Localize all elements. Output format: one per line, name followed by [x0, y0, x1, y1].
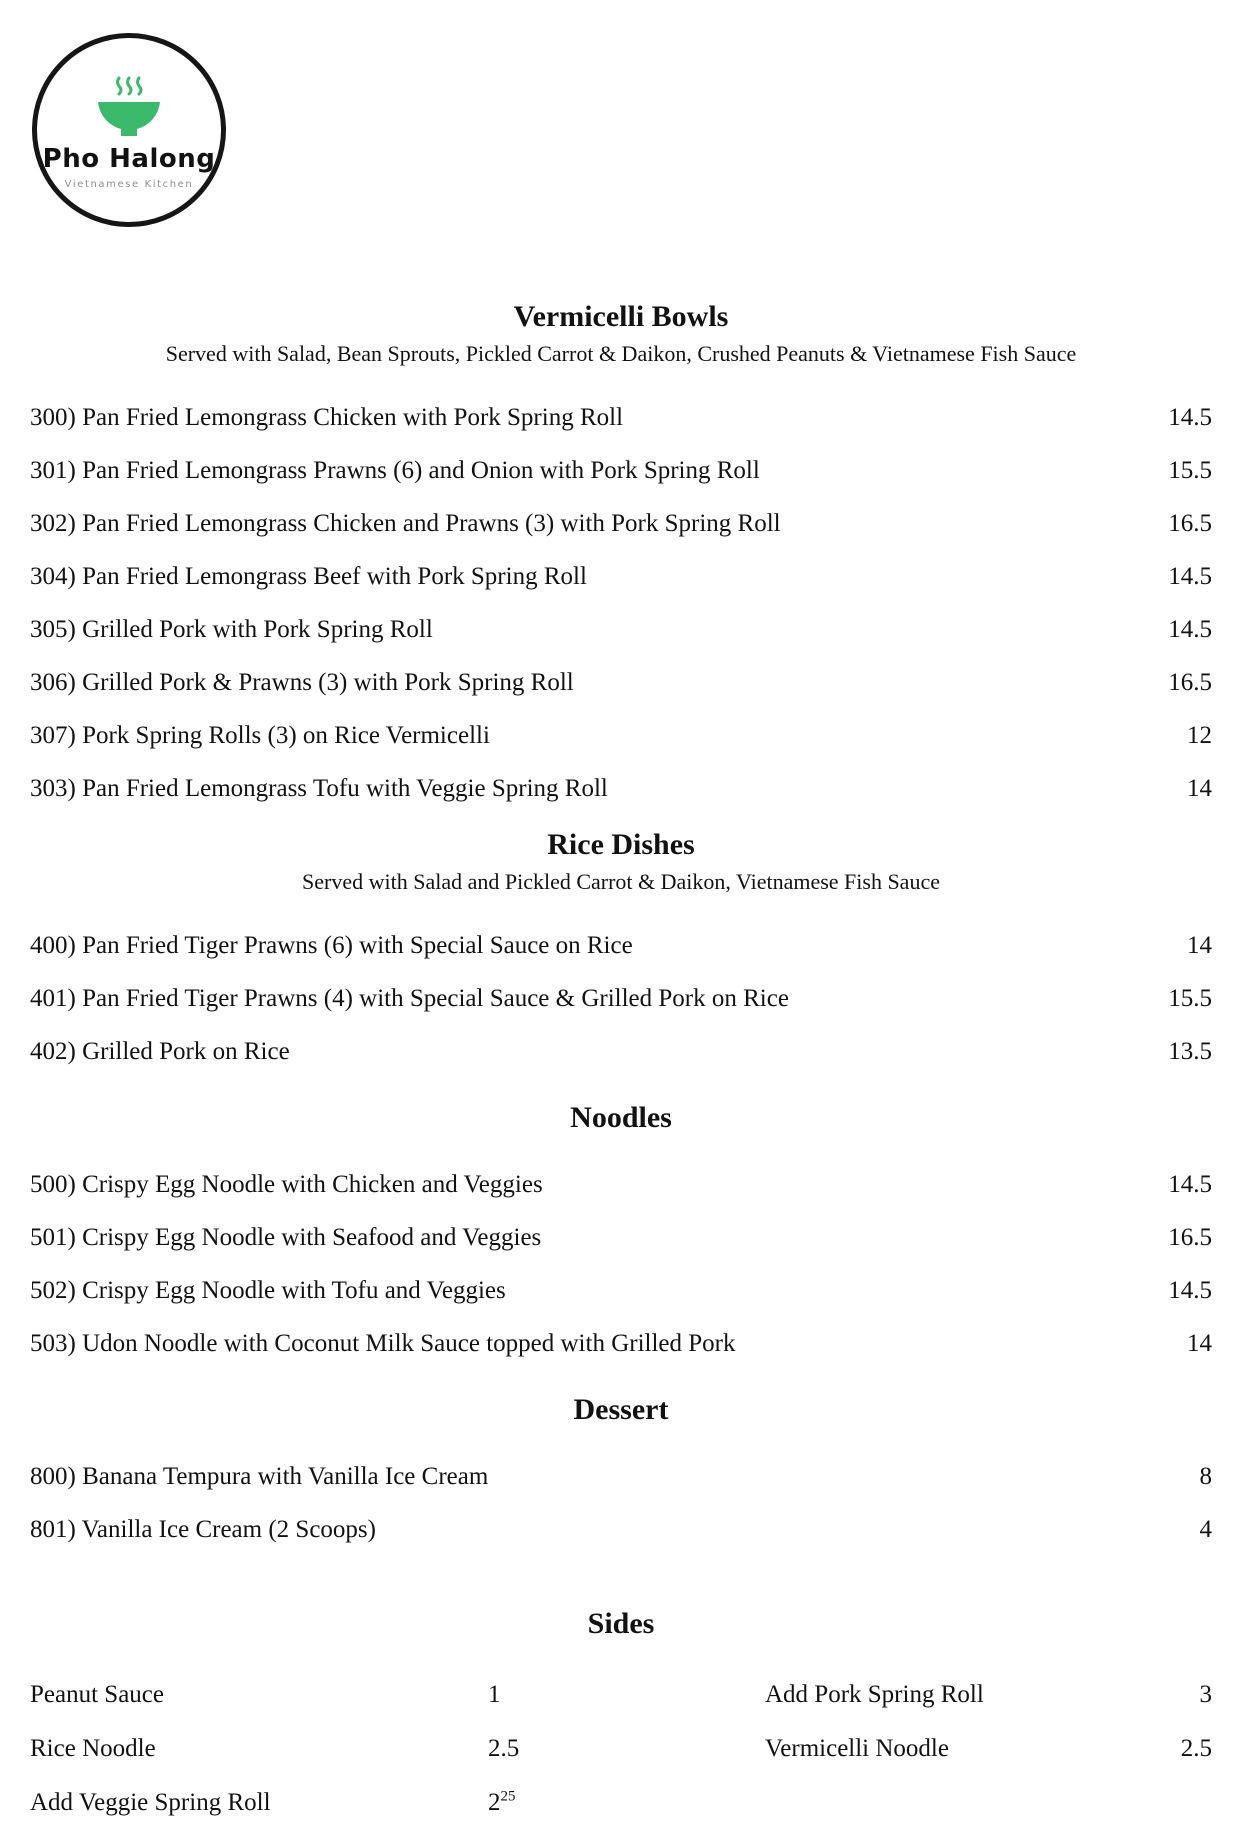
menu-item [30, 1317, 1212, 1370]
menu-item [30, 1776, 615, 1830]
menu-item [765, 1668, 1212, 1722]
menu-item [30, 1722, 615, 1776]
item-label: 305) Grilled Pork with Pork Spring Roll [30, 615, 433, 643]
price-value: 2 [488, 1789, 501, 1816]
menu-item [30, 919, 1212, 972]
menu-item [30, 1503, 1212, 1556]
item-price: 14 [1187, 931, 1212, 959]
menu-item [30, 762, 1212, 815]
sides-grid [30, 1668, 1212, 1830]
item-price: 14 [1187, 774, 1212, 802]
section-rice-dishes [30, 827, 1212, 1078]
item-label: 302) Pan Fried Lemongrass Chicken and Prawns (3) with Pork Spring Roll [30, 509, 781, 537]
section-noodles [30, 1100, 1212, 1370]
section-subtitle: Served with Salad, Bean Sprouts, Pickled Carrot & Daikon, Crushed Peanuts & Vietnamese Fish Sauce [165, 341, 1077, 366]
item-label: 400) Pan Fried Tiger Prawns (6) with Special Sauce on Rice [30, 931, 633, 959]
item-price: 14.5 [1168, 1276, 1212, 1304]
item-list [30, 1158, 1212, 1370]
item-label: 501) Crispy Egg Noodle with Seafood and Veggies [30, 1223, 542, 1251]
menu-item [30, 972, 1212, 1025]
item-price: 16.5 [1168, 668, 1212, 696]
item-label: 500) Crispy Egg Noodle with Chicken and Veggies [30, 1170, 543, 1198]
price-value: 2.5 [488, 1735, 520, 1762]
menu-item [30, 550, 1212, 603]
item-price: 14.5 [1168, 403, 1212, 431]
menu-item [30, 1450, 1212, 1503]
menu-item [30, 497, 1212, 550]
price-superscript: 25 [500, 1788, 516, 1805]
menu-item [30, 603, 1212, 656]
item-price: 4 [1199, 1515, 1212, 1543]
item-price: 16.5 [1168, 1223, 1212, 1251]
item-price [488, 1735, 615, 1763]
section-title: Sides [587, 1607, 655, 1640]
item-label: 303) Pan Fried Lemongrass Tofu with Veggie Spring Roll [30, 774, 608, 802]
item-price: 13.5 [1168, 1037, 1212, 1065]
item-label: 300) Pan Fried Lemongrass Chicken with Pork Spring Roll [30, 403, 624, 431]
section-sides [30, 1606, 1212, 1830]
item-price: 15.5 [1168, 456, 1212, 484]
menu-item [30, 1264, 1212, 1317]
menu-item [30, 391, 1212, 444]
item-price: 2.5 [1180, 1735, 1212, 1762]
item-label: 304) Pan Fried Lemongrass Beef with Pork Spring Roll [30, 562, 587, 590]
item-price: 14.5 [1168, 562, 1212, 590]
item-label: 502) Crispy Egg Noodle with Tofu and Veggies [30, 1276, 506, 1304]
item-label: 301) Pan Fried Lemongrass Prawns (6) and Onion with Pork Spring Roll [30, 456, 760, 484]
item-label: 306) Grilled Pork & Prawns (3) with Pork Spring Roll [30, 668, 574, 696]
sides-left-column [30, 1668, 615, 1830]
item-price: 15.5 [1168, 984, 1212, 1012]
item-list [30, 391, 1212, 815]
restaurant-tagline: Vietnamese Kitchen [64, 179, 194, 190]
item-price: 16.5 [1168, 509, 1212, 537]
menu-item [30, 709, 1212, 762]
restaurant-name: Pho Halong [42, 144, 216, 174]
bowl-steam-icon [79, 70, 179, 142]
section-subtitle: Served with Salad and Pickled Carrot & Daikon, Vietnamese Fish Sauce [302, 869, 940, 894]
item-price: 3 [1199, 1681, 1212, 1708]
item-price [488, 1789, 615, 1817]
item-list [30, 1450, 1212, 1556]
section-dessert [30, 1392, 1212, 1556]
item-label: 307) Pork Spring Rolls (3) on Rice Vermicelli [30, 721, 490, 749]
menu-item [30, 1025, 1212, 1078]
sides-right-column [765, 1668, 1212, 1830]
item-label: Rice Noodle [30, 1735, 156, 1762]
item-label: Peanut Sauce [30, 1681, 164, 1708]
section-title: Dessert [573, 1393, 669, 1426]
section-title: Noodles [570, 1101, 672, 1134]
menu-item [30, 1211, 1212, 1264]
item-price: 12 [1187, 721, 1212, 749]
item-list [30, 919, 1212, 1078]
item-price: 8 [1199, 1462, 1212, 1490]
item-price: 14 [1187, 1329, 1212, 1357]
section-title: Rice Dishes [547, 828, 695, 861]
menu-item [30, 1668, 615, 1722]
menu-item [765, 1722, 1212, 1776]
menu-item [30, 1158, 1212, 1211]
item-price [488, 1681, 615, 1709]
menu-item [30, 444, 1212, 497]
item-label: Vermicelli Noodle [765, 1735, 949, 1762]
item-label: Add Veggie Spring Roll [30, 1789, 271, 1816]
item-label: 402) Grilled Pork on Rice [30, 1037, 290, 1065]
item-label: 801) Vanilla Ice Cream (2 Scoops) [30, 1515, 376, 1543]
item-price: 14.5 [1168, 1170, 1212, 1198]
item-label: 503) Udon Noodle with Coconut Milk Sauce topped with Grilled Pork [30, 1329, 736, 1357]
item-label: 401) Pan Fried Tiger Prawns (4) with Special Sauce & Grilled Pork on Rice [30, 984, 789, 1012]
section-title: Vermicelli Bowls [513, 300, 729, 333]
item-label: Add Pork Spring Roll [765, 1681, 984, 1708]
menu-item [30, 656, 1212, 709]
item-label: 800) Banana Tempura with Vanilla Ice Cream [30, 1462, 489, 1490]
section-vermicelli-bowls [30, 299, 1212, 815]
restaurant-logo [32, 33, 226, 227]
price-value: 1 [488, 1681, 501, 1708]
item-price: 14.5 [1168, 615, 1212, 643]
